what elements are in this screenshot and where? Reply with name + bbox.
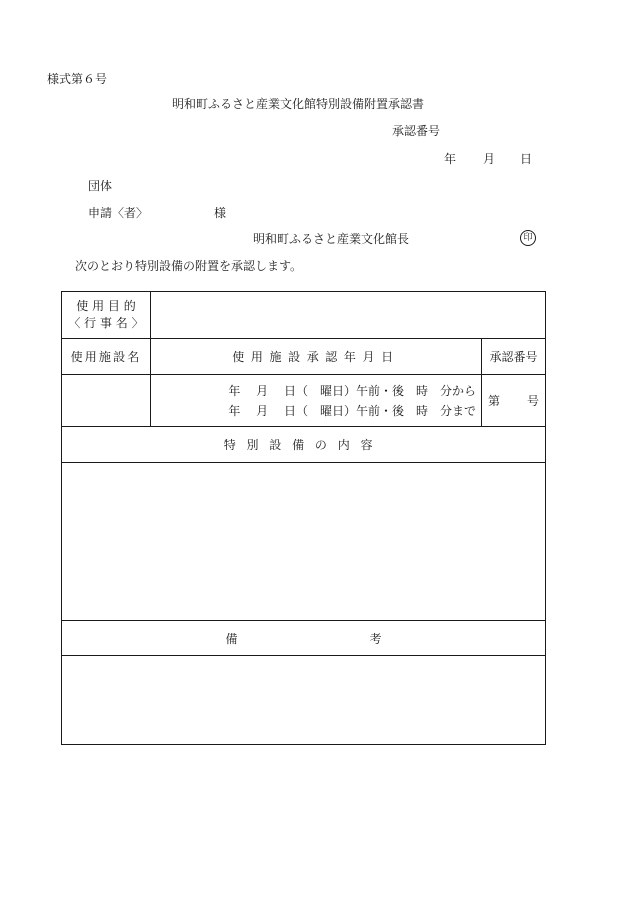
usage-date-header: 使用施設承認年月日	[232, 350, 400, 364]
applicant-label: 申請〈者〉	[88, 206, 149, 220]
seal-icon: 印	[520, 230, 536, 246]
approval-number-cell	[482, 375, 545, 426]
table-border-bottom	[61, 744, 546, 745]
group-label: 団体	[88, 179, 113, 193]
table-border-right	[545, 291, 546, 745]
date-year-label: 年	[444, 152, 457, 166]
issuer-name: 明和町ふるさと産業文化館長	[253, 232, 410, 246]
remarks-right-char: 考	[369, 631, 382, 646]
purpose-label-line2: 〈 行 事 名 〉	[68, 316, 144, 330]
document-title: 明和町ふるさと産業文化館特別設備附置承認書	[172, 97, 425, 111]
usage-start-line: 年 月 日（ 曜日）午前・後 時 分から	[228, 384, 476, 398]
remarks-left-char: 備	[225, 631, 238, 646]
remarks-header	[62, 621, 545, 655]
purpose-label-line1: 使 用 目 的	[76, 299, 136, 313]
approval-number-label: 承認番号	[392, 124, 441, 138]
special-equipment-content-header: 特別設備の内容	[223, 438, 384, 452]
date-day-label: 日	[520, 152, 533, 166]
usage-end-line: 年 月 日（ 曜日）午前・後 時 分まで	[228, 404, 476, 418]
table-rule	[61, 374, 546, 375]
date-month-label: 月	[483, 152, 496, 166]
facility-name-label: 使用施設名	[70, 350, 142, 364]
table-rule	[61, 462, 546, 463]
table-rule	[61, 655, 546, 656]
purpose-label	[62, 292, 150, 338]
number-prefix: 第	[488, 394, 501, 408]
form-number: 様式第６号	[47, 72, 108, 86]
number-suffix: 号	[526, 394, 539, 408]
intro-text: 次のとおり特別設備の附置を承認します。	[75, 259, 303, 273]
approval-number-header: 承認番号	[489, 350, 538, 364]
honorific-label: 様	[214, 206, 227, 220]
